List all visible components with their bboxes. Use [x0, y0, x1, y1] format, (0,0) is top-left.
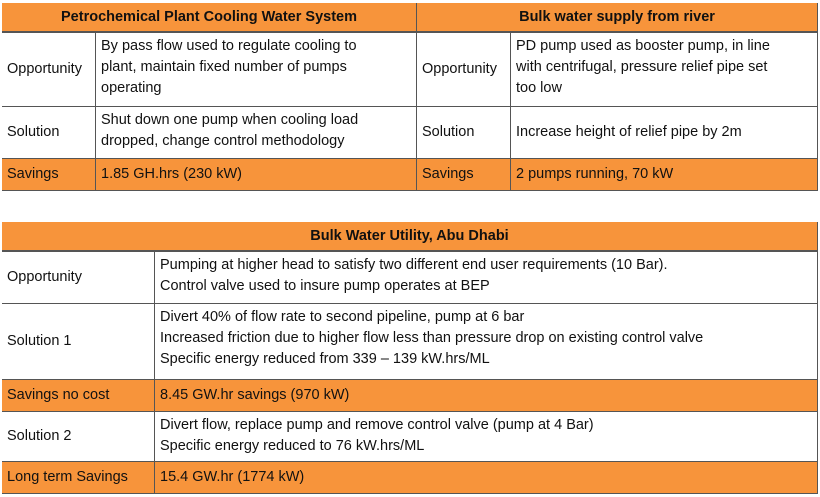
table1-right-solution-text: Increase height of relief pipe by 2m [511, 107, 818, 159]
table2-solution2-text [155, 412, 818, 462]
text-line: Increased friction due to higher flow less than pressure drop on existing control valve [160, 330, 704, 346]
table1-left-opportunity-text [96, 33, 417, 107]
table1-right-opportunity-text [511, 33, 818, 107]
text-line: By pass flow used to regulate cooling to [101, 38, 357, 54]
table1-right-opportunity-label: Opportunity [417, 33, 511, 107]
text-line: operating [101, 80, 162, 96]
text-line: Specific energy reduced to 76 kW.hrs/ML [160, 438, 425, 454]
table2-savings-no-cost-text: 8.45 GW.hr savings (970 kW) [155, 380, 818, 412]
text-line: PD pump used as booster pump, in line [516, 38, 770, 54]
table2-solution2-label: Solution 2 [2, 412, 155, 462]
table2-title: Bulk Water Utility, Abu Dhabi [2, 222, 818, 252]
text-line: Divert 40% of flow rate to second pipeline, pump at 6 bar [160, 309, 525, 325]
table2-opportunity-text [155, 252, 818, 304]
table1-left-opportunity-label: Opportunity [2, 33, 96, 107]
table1-left-solution-label: Solution [2, 107, 96, 159]
text-line: too low [516, 80, 562, 96]
text-line: Specific energy reduced from 339 – 139 kW.hrs/ML [160, 351, 490, 367]
table2-long-term-savings-label: Long term Savings [2, 462, 155, 494]
text-line: Control valve used to insure pump operates at BEP [160, 278, 490, 294]
table1-right-solution-label: Solution [417, 107, 511, 159]
table1-left-savings-text: 1.85 GH.hrs (230 kW) [96, 159, 417, 191]
table2-solution1-label: Solution 1 [2, 304, 155, 380]
table2-long-term-savings-text: 15.4 GW.hr (1774 kW) [155, 462, 818, 494]
text-line: Pumping at higher head to satisfy two different end user requirements (10 Bar). [160, 257, 668, 273]
table1-right-savings-label: Savings [417, 159, 511, 191]
text-line: with centrifugal, pressure relief pipe set [516, 59, 768, 75]
table1-left-savings-label: Savings [2, 159, 96, 191]
table1-left-solution-text [96, 107, 417, 159]
table2-savings-no-cost-label: Savings no cost [2, 380, 155, 412]
table1-right-savings-text: 2 pumps running, 70 kW [511, 159, 818, 191]
text-line: Shut down one pump when cooling load [101, 112, 359, 128]
text-line: plant, maintain fixed number of pumps [101, 59, 347, 75]
text-line: Divert flow, replace pump and remove control valve (pump at 4 Bar) [160, 417, 594, 433]
table2-solution1-text [155, 304, 818, 380]
table2-opportunity-label: Opportunity [2, 252, 155, 304]
table1-left-title: Petrochemical Plant Cooling Water System [2, 3, 417, 33]
text-line: dropped, change control methodology [101, 133, 345, 149]
table1-right-title: Bulk water supply from river [417, 3, 818, 33]
